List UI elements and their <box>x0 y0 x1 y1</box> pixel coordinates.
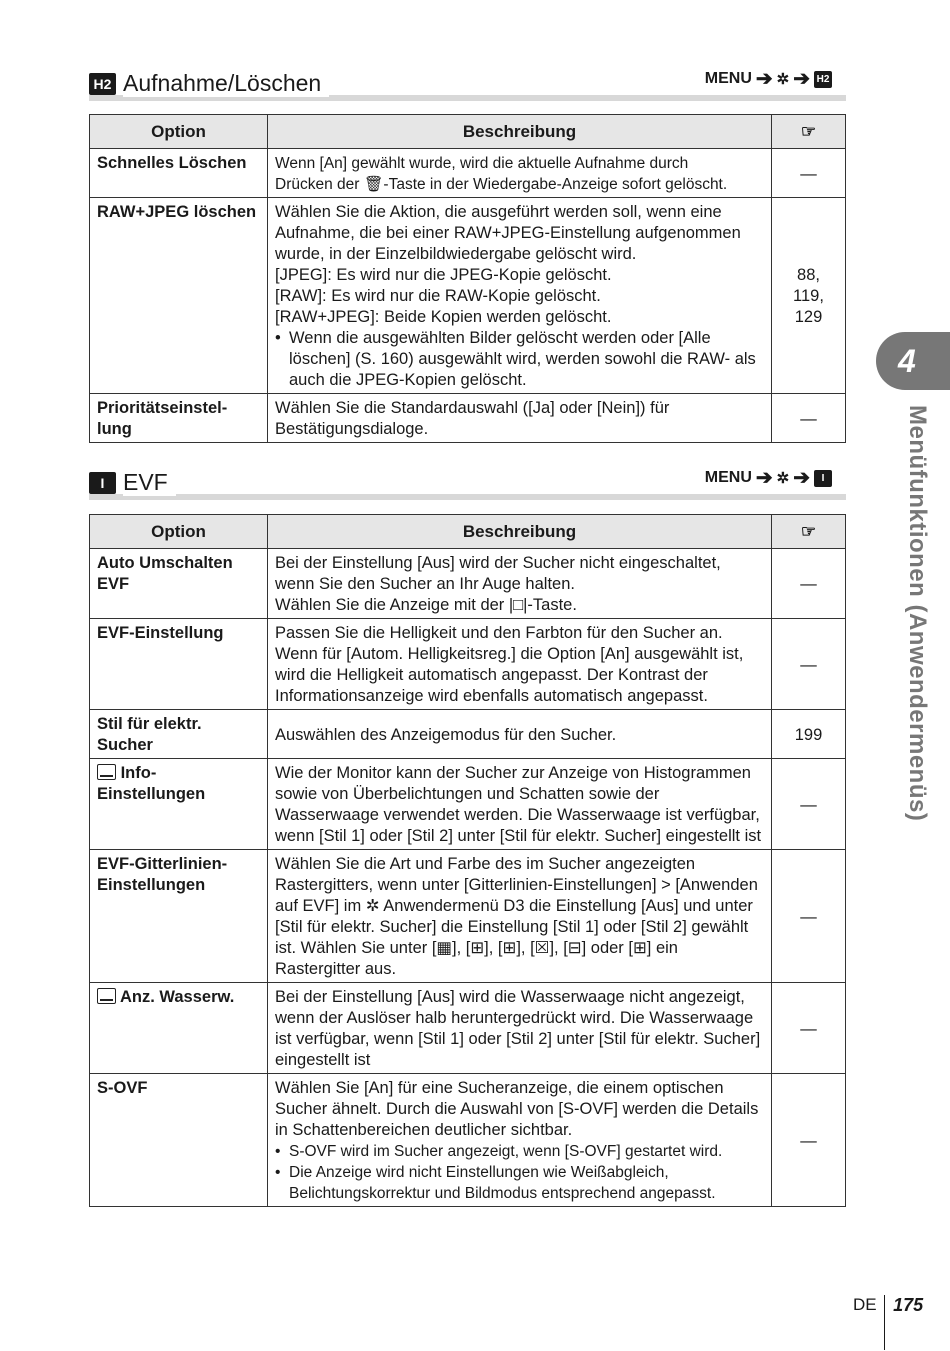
table-row <box>90 983 846 1074</box>
bullet-icon: • <box>275 329 281 347</box>
option-name: Prioritätseinstel-lung <box>90 394 268 443</box>
desc-line: [JPEG]: Es wird nur die JPEG-Kopie gelöscht. <box>275 266 612 284</box>
desc-line: Wählen Sie die Aktion, die ausgeführt werden soll, wenn eine Aufnahme, die bei einer RAW+JPEG-Einstellung aufgenommen wurde, in der Einzelbildwiedergabe gelöscht wird. <box>275 203 741 263</box>
bullet-text: S-OVF wird im Sucher angezeigt, wenn [S-OVF] gestartet wird. <box>289 1143 723 1160</box>
menu-path <box>697 469 832 487</box>
desc-line: Wählen Sie [An] für eine Sucheranzeige, die einem optischen Sucher ähnelt. Durch die Auswahl von [S-OVF] werden die Details in Schattenbereichen deutlicher sichtbar. <box>275 1079 759 1139</box>
options-table-aufnahme <box>89 114 846 443</box>
option-description: Wählen Sie die Standardauswahl ([Ja] oder [Nein]) für Bestätigungsdialoge. <box>268 394 772 443</box>
chapter-side-title: Menüfunktionen (Anwendermenüs) <box>904 405 931 822</box>
arrow-right-icon: ➔ <box>793 68 810 90</box>
bullet-item <box>275 1162 764 1204</box>
header-description: Beschreibung <box>268 115 772 149</box>
section-header-aufnahme <box>89 68 846 101</box>
section-header-evf <box>89 467 846 500</box>
option-name: S-OVF <box>90 1074 268 1207</box>
option-name: Auto Umschalten EVF <box>90 549 268 619</box>
arrow-right-icon: ➔ <box>793 467 810 489</box>
evf-display-icon <box>97 764 116 780</box>
language-label: DE <box>853 1295 877 1314</box>
desc-line: Wenn [An] gewählt wurde, wird die aktuelle Aufnahme durch <box>275 155 689 172</box>
desc-line: [RAW]: Es wird nur die RAW-Kopie gelöscht. <box>275 287 601 305</box>
table-header-row <box>90 515 846 549</box>
option-name: Info-Einstellungen <box>97 764 206 803</box>
section-title: EVF <box>123 469 176 496</box>
table-row <box>90 549 846 619</box>
page-ref: — <box>772 149 846 198</box>
page-ref: — <box>772 619 846 710</box>
page-ref: — <box>772 850 846 983</box>
page-ref: — <box>772 394 846 443</box>
menu-label: MENU <box>704 469 752 486</box>
bullet-icon: • <box>275 1143 281 1160</box>
header-ref: ☞ <box>772 515 846 549</box>
page-ref: — <box>772 983 846 1074</box>
page-footer <box>853 1295 923 1350</box>
chapter-number: 4 <box>898 343 916 379</box>
bullet-item <box>275 328 764 391</box>
menu-label: MENU <box>704 70 752 87</box>
option-description: Passen Sie die Helligkeit und den Farbton für den Sucher an. Wenn für [Autom. Helligkeitsreg.] die Option [An] ausgewählt ist, wird die Helligkeit automatisch angepasst. Der Kontrast der Informationsanzeige wird ebenfalls automatisch angepasst. <box>268 619 772 710</box>
page-number: 175 <box>893 1295 924 1315</box>
bullet-text: Wenn die ausgewählten Bilder gelöscht werden oder [Alle löschen] (S. 160) ausgewählt wird, werden sowohl die RAW- als auch die JPEG-Kopien gelöscht. <box>289 329 756 389</box>
bullet-text: Die Anzeige wird nicht Einstellungen wie Weißabgleich, Belichtungskorrektur und Bildmodus entsprechend angepasst. <box>289 1164 716 1202</box>
table-row <box>90 1074 846 1207</box>
arrow-right-icon: ➔ <box>755 467 773 489</box>
option-description: Bei der Einstellung [Aus] wird die Wasserwaage nicht angezeigt, wenn der Auslöser halb heruntergedrückt wird. Die Wasserwaage ist verfügbar, wenn [Stil 1] oder [Stil 2] unter [Stil für elektr. Sucher] eingestellt ist <box>268 983 772 1074</box>
menu-path-badge: I <box>814 470 832 487</box>
table-row <box>90 198 846 394</box>
option-description <box>268 198 772 394</box>
desc-line: [RAW+JPEG]: Beide Kopien werden gelöscht. <box>275 308 612 326</box>
table-header-row <box>90 115 846 149</box>
option-description <box>268 1074 772 1207</box>
table-row <box>90 759 846 850</box>
gear-icon: ✲ <box>776 71 790 88</box>
page-ref: — <box>772 549 846 619</box>
header-option: Option <box>90 115 268 149</box>
desc-line: Bei der Einstellung [Aus] wird der Sucher nicht eingeschaltet, wenn Sie den Sucher an Ihr Auge halten. <box>275 554 721 593</box>
option-description <box>268 549 772 619</box>
option-description: Auswählen des Anzeigemodus für den Sucher. <box>268 710 772 759</box>
section-title: Aufnahme/Löschen <box>123 70 329 97</box>
section-underline <box>89 494 846 500</box>
menu-path-badge: H2 <box>814 71 832 88</box>
header-ref: ☞ <box>772 115 846 149</box>
option-name: EVF-Einstellung <box>90 619 268 710</box>
option-name: Anz. Wasserw. <box>119 988 235 1006</box>
option-name-cell <box>90 983 268 1074</box>
header-option: Option <box>90 515 268 549</box>
page-ref: — <box>772 759 846 850</box>
option-description <box>268 149 772 198</box>
desc-line: Wählen Sie die Anzeige mit der |□|-Taste. <box>275 596 577 614</box>
option-name: EVF-Gitterlinien-Einstellungen <box>90 850 268 983</box>
gear-icon: ✲ <box>776 470 790 487</box>
bullet-icon: • <box>275 1164 281 1181</box>
arrow-right-icon: ➔ <box>755 68 773 90</box>
option-name: Stil für elektr. Sucher <box>90 710 268 759</box>
options-table-evf <box>89 514 846 1207</box>
table-row <box>90 710 846 759</box>
option-name: RAW+JPEG löschen <box>90 198 268 394</box>
table-row <box>90 619 846 710</box>
page-ref: 88, 119, 129 <box>772 198 846 394</box>
menu-path <box>697 70 832 88</box>
option-description: Wählen Sie die Art und Farbe des im Sucher angezeigten Rastergitters, wenn unter [Gitterlinien-Einstellungen] > [Anwenden auf EVF] im ✲ Anwendermenü D3 die Einstellung [Aus] und unter [Stil für elektr. Sucher] die Einstellung [Stil 1] oder [Stil 2] gewählt ist. Wählen Sie unter [▦], [⊞], [⊞], [☒], [⊟] oder [⊞] ein Rastergitter aus. <box>268 850 772 983</box>
bullet-item <box>275 1141 764 1162</box>
table-row <box>90 149 846 198</box>
section-badge: H2 <box>89 73 116 95</box>
table-row <box>90 850 846 983</box>
option-name: Schnelles Löschen <box>90 149 268 198</box>
header-description: Beschreibung <box>268 515 772 549</box>
option-description: Wie der Monitor kann der Sucher zur Anzeige von Histogrammen sowie von Überbelichtungen und Schatten sowie der Wasserwaage verwendet werden. Die Wasserwaage ist verfügbar, wenn [Stil 1] oder [Stil 2] unter [Stil für elektr. Sucher] eingestellt ist <box>268 759 772 850</box>
evf-display-icon <box>97 988 116 1004</box>
page-ref: 199 <box>772 710 846 759</box>
page-ref: — <box>772 1074 846 1207</box>
table-row <box>90 394 846 443</box>
chapter-tab <box>876 332 950 390</box>
option-name-cell <box>90 759 268 850</box>
section-badge: I <box>89 472 116 494</box>
desc-line: Drücken der 🗑-Taste in der Wiedergabe-Anzeige sofort gelöscht. <box>275 176 728 193</box>
